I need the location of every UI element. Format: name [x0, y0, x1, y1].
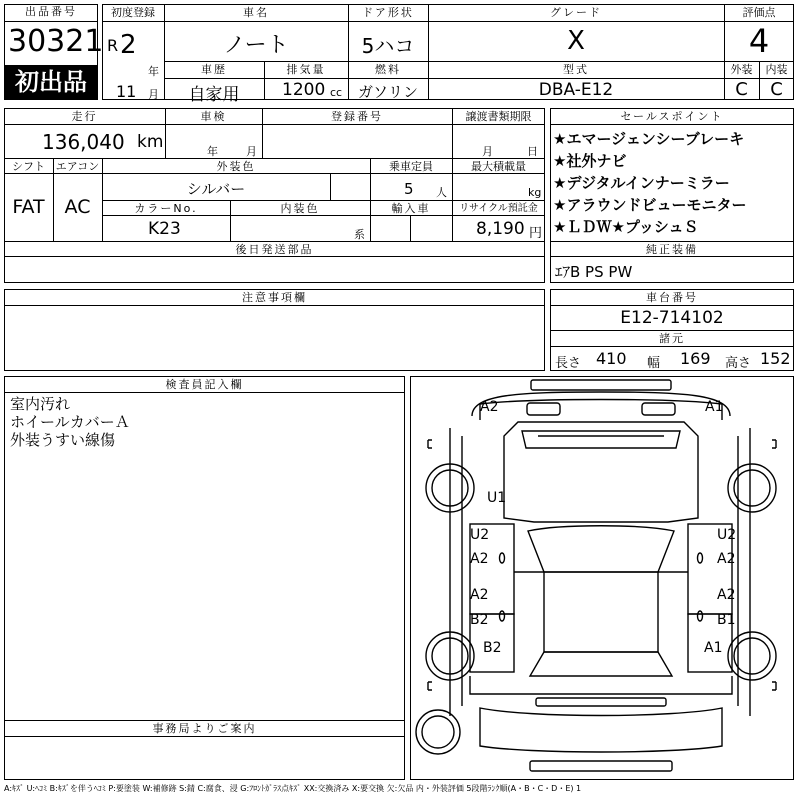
ac: AC — [64, 196, 91, 218]
chassis-label: 車台番号 — [646, 291, 698, 304]
inspection-label: 車検 — [200, 110, 227, 123]
grade-label: グレード — [550, 6, 602, 19]
legend: A:ｷｽﾞ U:ﾍｺﾐ B:ｷｽﾞを伴うﾍｺﾐ P:要塗装 W:補修跡 S:錆 C:腐食、浸 G:ﾌﾛﾝﾄｶﾞﾗｽ点ｷｽﾞ XX:交換済み X:要交換 欠:欠品 内・外装評価 5段階ﾗﾝｸ順(A・B・C・D・E) 1 — [4, 784, 582, 793]
inspector-line-1: 室内汚れ — [10, 395, 71, 413]
first-reg-month: 11 — [116, 82, 137, 101]
mark-left-front-door-1: U2 — [470, 527, 490, 543]
score: 4 — [748, 22, 770, 60]
fuel: ガソリン — [357, 83, 418, 101]
ac-label: エアコン — [55, 160, 100, 173]
sales-point-4: ★アラウンドビューモニター — [553, 196, 747, 214]
fuel-label: 燃料 — [375, 63, 401, 76]
displacement-unit: cc — [330, 86, 343, 99]
sales-point-3: ★デジタルインナーミラー — [553, 174, 730, 192]
exterior-grade: C — [735, 79, 748, 100]
int-color-unit: 系 — [354, 228, 365, 241]
first-listing-badge: 初出品 — [5, 65, 97, 99]
length: 410 — [596, 349, 627, 368]
width: 169 — [680, 349, 711, 368]
interior-label: 内装 — [765, 63, 788, 76]
mark-bonnet: U1 — [487, 490, 507, 506]
int-color-label: 内装色 — [280, 202, 320, 215]
transfer-day-unit: 日 — [527, 145, 538, 158]
displacement-label: 排気量 — [286, 63, 326, 76]
year-unit: 年 — [148, 65, 159, 78]
mark-left-rear-fender: B2 — [483, 640, 502, 656]
capacity-unit: 人 — [436, 186, 447, 199]
max-load-label: 最大積載量 — [471, 160, 526, 173]
model-label: 型式 — [563, 63, 589, 76]
mark-right-rear-fender: A1 — [704, 640, 723, 656]
month-unit: 月 — [148, 88, 159, 101]
mark-front-right: A1 — [705, 399, 724, 415]
recycle: 8,190 — [476, 219, 525, 239]
mileage-label: 走行 — [71, 110, 98, 123]
notes-label: 注意事項欄 — [242, 291, 307, 304]
interior-grade: C — [770, 79, 783, 100]
capacity: 5 — [404, 180, 414, 198]
recycle-unit: 円 — [529, 226, 543, 241]
sales-point-1: ★エマージェンシーブレーキ — [553, 130, 745, 148]
car-name-label: 車名 — [243, 6, 269, 19]
later-parts-label: 後日発送部品 — [235, 243, 314, 256]
grade: X — [567, 26, 585, 56]
inspection-month-unit: 月 — [246, 145, 257, 158]
windshield-shape — [528, 526, 674, 572]
sales-point-2: ★社外ナビ — [553, 152, 627, 170]
recycle-label: リサイクル預託金 — [459, 203, 538, 214]
mark-left-front-door-2: A2 — [470, 551, 489, 567]
mileage: 136,040 — [42, 130, 125, 154]
transfer-month-unit: 月 — [482, 145, 493, 158]
history: 自家用 — [188, 85, 240, 105]
front-outline — [472, 392, 730, 416]
office-label: 事務局よりご案内 — [152, 722, 257, 735]
displacement: 1200 — [282, 80, 326, 100]
length-label: 長さ — [555, 356, 582, 371]
mark-right-front-door-2: A2 — [717, 551, 736, 567]
hood-shape — [504, 422, 698, 522]
lot-label: 出品番号 — [25, 5, 77, 18]
shift: FAT — [12, 196, 45, 218]
mark-left-rear-door-2: B2 — [470, 612, 489, 628]
ext-color: シルバー — [186, 180, 246, 198]
inspector-line-2: ホイールカバーＡ — [10, 413, 130, 431]
door-label: ドア形状 — [362, 6, 414, 19]
shift-label: シフト — [12, 160, 45, 173]
equipment-label: 純正装備 — [646, 243, 698, 256]
width-label: 幅 — [647, 356, 661, 371]
transfer-label: 譲渡書類期限 — [465, 110, 532, 123]
lot-number: 30321 — [8, 24, 104, 59]
door-type: 5ハコ — [361, 34, 415, 58]
mark-front-left: A2 — [480, 399, 499, 415]
capacity-label: 乗車定員 — [389, 160, 433, 173]
inspection-year-unit: 年 — [207, 145, 218, 158]
ext-color-label: 外装色 — [216, 160, 256, 173]
color-no: K23 — [148, 219, 181, 239]
dims-label: 諸元 — [659, 332, 685, 345]
exterior-label: 外装 — [730, 63, 753, 76]
first-reg-year: 2 — [120, 30, 137, 60]
sales-points-label: セールスポイント — [620, 110, 724, 123]
sales-point-5: ★ＬＤＷ★プッシュＳ — [553, 218, 699, 236]
history-label: 車歴 — [201, 63, 227, 76]
mark-right-rear-door-2: B1 — [717, 612, 736, 628]
mark-left-rear-door-1: A2 — [470, 587, 489, 603]
mark-right-front-door-1: U2 — [717, 527, 737, 543]
car-name: ノート — [223, 33, 289, 58]
first-reg-label: 初度登録 — [111, 6, 155, 19]
rear-window-shape — [530, 652, 672, 676]
chassis-number: E12-714102 — [620, 308, 724, 328]
import-label: 輸入車 — [391, 202, 431, 215]
mark-right-rear-door-1: A2 — [717, 587, 736, 603]
car-diagram — [410, 376, 794, 780]
height-label: 高さ — [725, 356, 752, 371]
era: R — [107, 36, 119, 55]
max-load-unit: kg — [528, 186, 542, 199]
inspector-label: 検査員記入欄 — [165, 378, 244, 391]
front-bumper-shape — [531, 380, 671, 390]
rear-bumper-shape — [480, 708, 722, 752]
score-label: 評価点 — [742, 6, 776, 19]
registration-label: 登録番号 — [331, 110, 383, 123]
color-no-label: カラーNo. — [134, 202, 198, 215]
roof-shape — [544, 572, 658, 652]
height: 152 — [760, 349, 791, 368]
rear-outline — [470, 676, 732, 694]
mileage-unit: km — [137, 132, 164, 152]
equipment-value: ｴｱB PS PW — [555, 263, 633, 281]
inspector-line-3: 外装うすい線傷 — [10, 431, 116, 449]
model-code: DBA-E12 — [538, 80, 614, 100]
